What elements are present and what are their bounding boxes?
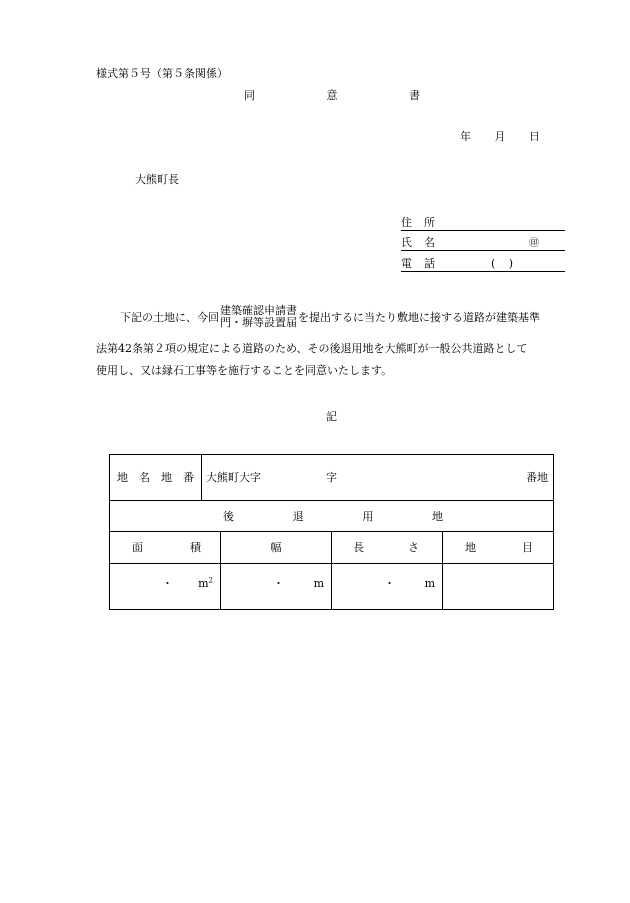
- label-char: 話: [424, 257, 435, 270]
- label-char: 面: [132, 541, 143, 554]
- date-line: [460, 131, 540, 142]
- area-input-cell[interactable]: [110, 564, 221, 610]
- decimal-dot: ・: [384, 577, 395, 590]
- label-char: 長: [353, 541, 364, 554]
- aza-label: 字: [326, 471, 337, 484]
- addressee: 大熊町長: [135, 173, 179, 186]
- width-label: 幅: [270, 541, 282, 554]
- land-table: [109, 454, 554, 610]
- body-text: を提出するに当たり敷地に接する道路が建築基準: [298, 310, 540, 324]
- table-row: [110, 564, 554, 610]
- area-label: [110, 542, 220, 553]
- unit-meter: m: [424, 577, 435, 590]
- length-label: [332, 542, 442, 553]
- body-line-2: 法第42条第２項の規定による道路のため、その後退用地を大熊町が一般公共道路として: [96, 342, 528, 355]
- category-label: [443, 542, 553, 553]
- length-header: [332, 532, 443, 564]
- title-char: 意: [326, 89, 338, 102]
- label-char: 積: [190, 541, 201, 554]
- paren-open: (: [491, 257, 496, 270]
- label-char: 地: [161, 471, 172, 484]
- label-char: 所: [424, 216, 435, 229]
- title-char: 同: [244, 89, 255, 102]
- document-title: [244, 90, 420, 101]
- unit-square-meter: [198, 578, 213, 589]
- width-header: [221, 532, 332, 564]
- phone-area-code-parens: [491, 258, 513, 269]
- table-row: [110, 532, 554, 564]
- phone-label: [401, 258, 435, 269]
- label-char: 地: [431, 509, 443, 523]
- option-building-permit: 建築確認申請書: [220, 304, 297, 317]
- form-number: 様式第５号（第５条関係）: [96, 67, 228, 80]
- address-label: [401, 217, 435, 228]
- label-char: 名: [424, 236, 435, 249]
- decimal-dot: ・: [162, 577, 173, 590]
- table-row: [110, 455, 554, 501]
- title-char: 書: [409, 89, 420, 102]
- unit-m: m: [198, 577, 209, 590]
- decimal-dot: ・: [273, 577, 284, 590]
- label-char: 氏: [401, 236, 412, 249]
- location-label-cell: [110, 455, 202, 501]
- applicant-name-field[interactable]: [401, 234, 565, 251]
- label-char: 電: [401, 257, 412, 270]
- category-header: [443, 532, 554, 564]
- seal-mark: ㊞: [529, 238, 539, 249]
- label-char: 住: [401, 216, 412, 229]
- paren-close: ): [508, 257, 513, 270]
- label-char: 後: [223, 509, 234, 523]
- label-char: 地: [465, 541, 476, 554]
- date-day: 日: [529, 130, 540, 143]
- label-char: さ: [408, 541, 419, 554]
- body-text: 下記の土地に、今回: [120, 310, 219, 324]
- name-label: [401, 237, 435, 248]
- location-label: [110, 472, 201, 483]
- unit-meter: m: [313, 577, 324, 590]
- label-char: 目: [522, 541, 533, 554]
- date-year: 年: [460, 130, 471, 143]
- setback-header-cell: [110, 501, 554, 532]
- body-line-1: [120, 305, 540, 329]
- banchi-label: 番地: [526, 471, 548, 484]
- label-char: 番: [183, 471, 194, 484]
- label-char: 退: [292, 509, 304, 523]
- applicant-phone-field[interactable]: [401, 255, 565, 272]
- label-char: 名: [139, 471, 150, 484]
- location-prefix: 大熊町大字: [206, 471, 261, 484]
- note-heading: 記: [326, 410, 337, 423]
- unit-superscript: 2: [208, 576, 213, 585]
- label-char: 用: [362, 509, 374, 523]
- applicant-address-field[interactable]: [401, 214, 565, 231]
- date-month: 月: [494, 130, 506, 143]
- body-line-3: 使用し、又は縁石工事等を施行することを同意いたします。: [96, 364, 393, 377]
- setback-label: [110, 511, 553, 522]
- option-gate-fence: 門・塀等設置届: [220, 316, 297, 329]
- document-type-options: [220, 305, 297, 329]
- category-input-cell[interactable]: [443, 564, 554, 610]
- table-row: [110, 501, 554, 532]
- area-header: [110, 532, 221, 564]
- location-value-cell[interactable]: [202, 455, 554, 501]
- label-char: 地: [117, 471, 128, 484]
- width-input-cell[interactable]: [221, 564, 332, 610]
- length-input-cell[interactable]: [332, 564, 443, 610]
